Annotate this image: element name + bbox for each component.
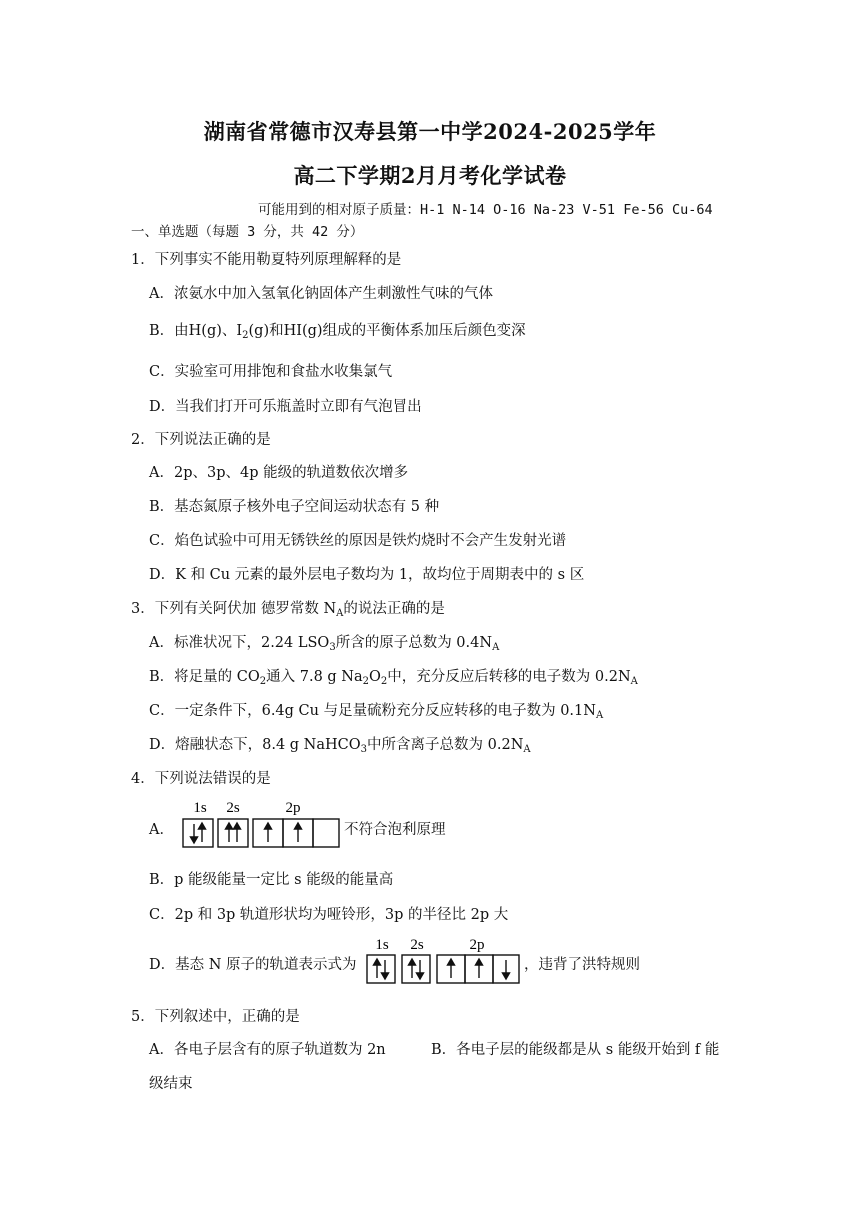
- q3-option-a: A．标准状况下，2.24 $LSO_3$所含的原子总数为 $0.4N_A$: [149, 635, 500, 653]
- q3-option-d: D．熔融状态下，8.4 g NaHCO$_3$中所含离子总数为 $0.2N_A$: [149, 737, 531, 755]
- q2-stem: 2．下列说法正确的是: [131, 432, 271, 448]
- orbital-diagram-a: [178, 797, 342, 851]
- diagram-d-box-2s: [402, 955, 430, 983]
- q3-stem: 3．下列有关阿伏加 德罗常数 $N_A$的说法正确的是: [131, 601, 445, 619]
- exam-title-line1: 湖南省常德市汉寿县第一中学2024-2025学年: [203, 119, 657, 144]
- diagram-a-box-1s: [183, 819, 213, 847]
- q2-option-b: B．基态氮原子核外电子空间运动状态有 5 种: [149, 499, 440, 515]
- q2-option-d: D．K 和 Cu 元素的最外层电子数均为 1，故均位于周期表中的 s 区: [149, 567, 585, 583]
- q1-option-a: A．浓氨水中加入氢氧化钠固体产生刺激性气味的气体: [149, 286, 493, 302]
- diagram-a-label-2s: 2s: [226, 800, 240, 816]
- q4-option-d-pre: D．基态 N 原子的轨道表示式为: [149, 957, 357, 973]
- q4-option-a-label: A．: [149, 822, 174, 838]
- q1-option-c: C．实验室可用排饱和食盐水收集氯气: [149, 364, 393, 380]
- formula-hi: HI(g): [283, 323, 323, 339]
- diagram-a-box-2p-3: [313, 819, 339, 847]
- diagram-a-label-1s: 1s: [193, 800, 207, 816]
- q5-option-b-cont: 级结束: [149, 1076, 193, 1092]
- exam-title-line2: 高二下学期2月月考化学试卷: [293, 163, 567, 188]
- diagram-d-label-2p: 2p: [469, 937, 485, 953]
- q4-option-b: B．p 能级能量一定比 s 能级的能量高: [149, 872, 394, 888]
- orbital-diagram-d: [364, 933, 522, 989]
- q5-option-a: A．各电子层含有的原子轨道数为 2n: [149, 1042, 386, 1058]
- diagram-d-label-2s: 2s: [410, 937, 424, 953]
- q4-stem: 4．下列说法错误的是: [131, 771, 271, 787]
- q3-option-b: B．将足量的 $CO_2$通入 7.8 g $Na_2O_2$中，充分反应后转移的电子数为 $0.2N_A$: [149, 669, 638, 687]
- q1-option-d: D．当我们打开可乐瓶盖时立即有气泡冒出: [149, 399, 422, 415]
- q4-option-c: C．2p 和 3p 轨道形状均为哑铃形，3p 的半径比 2p 大: [149, 907, 509, 923]
- diagram-d-box-1s: [367, 955, 395, 983]
- q1-stem: 1．下列事实不能用勒夏特列原理解释的是: [131, 252, 402, 268]
- formula-h: H(g): [188, 323, 222, 339]
- q4-option-a-text: 不符合泡利原理: [344, 822, 446, 838]
- section-heading: 一、单选题（每题 3 分，共 42 分）: [131, 224, 364, 240]
- q2-option-a: A．2p、3p、4p 能级的轨道数依次增多: [149, 465, 409, 481]
- formula-i2: $I_2(g)$: [236, 323, 270, 341]
- atomic-masses-note: 可能用到的相对原子质量：H-1 N-14 O-16 Na-23 V-51 Fe-56 Cu-64: [258, 202, 713, 218]
- q5-stem: 5．下列叙述中，正确的是: [131, 1009, 300, 1025]
- diagram-a-label-2p: 2p: [285, 800, 301, 816]
- diagram-d-label-1s: 1s: [375, 937, 389, 953]
- q3-option-c: C．一定条件下，6.4g Cu 与足量硫粉充分反应转移的电子数为 $0.1N_A$: [149, 703, 604, 721]
- diagram-a-box-2s: [218, 819, 248, 847]
- q2-option-c: C．焰色试验中可用无锈铁丝的原因是铁灼烧时不会产生发射光谱: [149, 533, 567, 549]
- q1-option-b: B．由H(g)、$I_2(g)$和HI(g)组成的平衡体系加压后颜色变深: [149, 323, 526, 341]
- q5-option-b: B．各电子层的能级都是从 s 能级开始到 f 能: [431, 1042, 720, 1058]
- q4-option-d-post: ，违背了洪特规则: [524, 957, 640, 973]
